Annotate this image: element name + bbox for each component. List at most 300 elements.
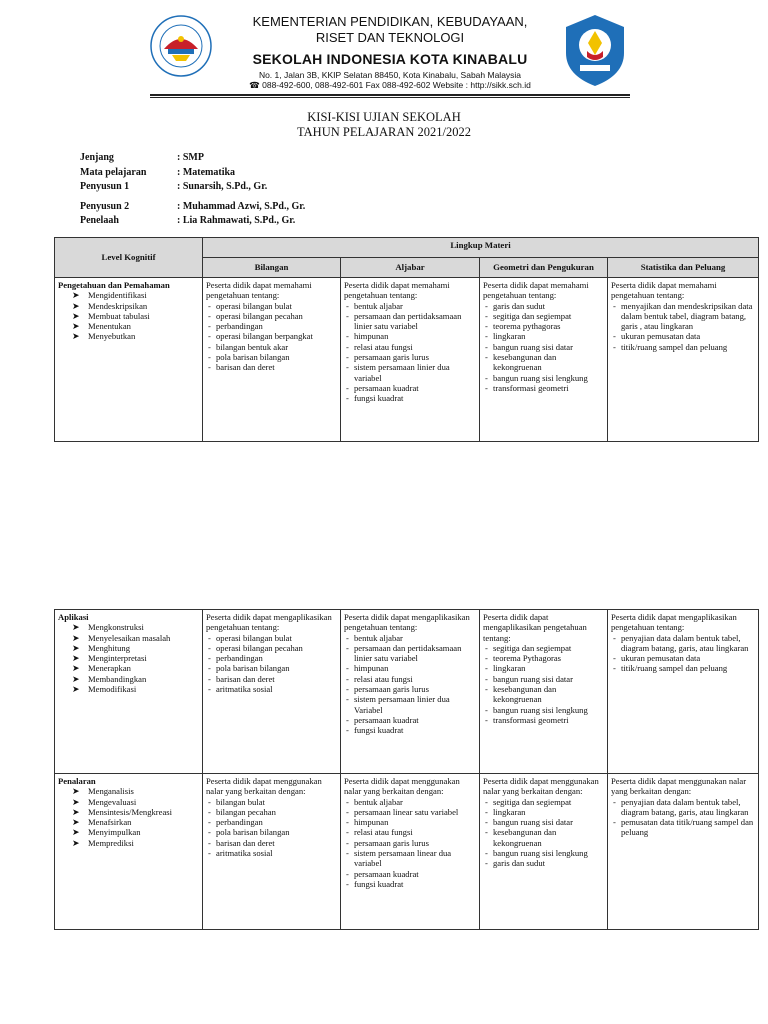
topic-text: persamaan dan pertidaksamaan linier satu variabel <box>354 642 462 664</box>
list-item <box>206 663 337 673</box>
topic-text: bilangan bentuk akar <box>216 341 289 352</box>
verb-text: Menyelesaikan masalah <box>88 632 171 643</box>
list-item <box>483 321 604 331</box>
topic-list <box>344 301 476 404</box>
topic-list <box>611 633 755 674</box>
header-col-aljabar: Aljabar <box>341 258 480 278</box>
list-item <box>344 663 476 673</box>
topic-text: kesebangunan dan kekongruenan <box>493 352 557 373</box>
verb-text: Menganalisis <box>88 786 134 797</box>
topic-list <box>206 797 337 859</box>
dash-bullet-icon: - <box>346 796 349 807</box>
dash-bullet-icon: - <box>346 300 349 311</box>
topic-list <box>611 301 755 352</box>
list-item <box>611 817 755 838</box>
dash-bullet-icon: - <box>346 632 349 643</box>
list-item <box>58 311 199 321</box>
verb-text: Mengkonstruksi <box>88 622 144 633</box>
header-col-statistika: Statistika dan Peluang <box>608 258 759 278</box>
list-item <box>344 807 476 817</box>
topic-text: relasi atau fungsi <box>354 341 413 352</box>
dash-bullet-icon: - <box>485 331 488 342</box>
list-item <box>483 331 604 341</box>
topic-list <box>483 797 604 869</box>
arrow-bullet-icon: ➤ <box>72 817 80 828</box>
topic-text: perbandingan <box>216 817 263 828</box>
list-item <box>344 694 476 715</box>
dash-bullet-icon: - <box>346 817 349 828</box>
dash-bullet-icon: - <box>346 663 349 674</box>
topic-text: pola barisan bilangan <box>216 663 290 674</box>
topic-text: sistem persamaan linear dua variabel <box>354 848 452 869</box>
list-item <box>483 352 604 373</box>
dash-bullet-icon: - <box>346 310 349 321</box>
topic-text: ukuran pemusatan data <box>621 331 701 342</box>
grid-table-page-1 <box>54 237 759 442</box>
arrow-bullet-icon: ➤ <box>72 837 80 848</box>
dash-bullet-icon: - <box>485 310 488 321</box>
verb-text: Menyimpulkan <box>88 827 141 838</box>
list-item <box>58 827 199 837</box>
topic-list <box>344 797 476 890</box>
topic-text: himpunan <box>354 331 389 342</box>
topic-list <box>206 301 337 373</box>
dash-bullet-icon: - <box>208 341 211 352</box>
dash-bullet-icon: - <box>346 341 349 352</box>
topic-text: teorema Pythagoras <box>493 653 562 664</box>
topic-text: relasi atau fungsi <box>354 827 413 838</box>
topic-text: bangun ruang sisi lengkung <box>493 848 588 859</box>
list-item <box>206 827 337 837</box>
arrow-bullet-icon: ➤ <box>72 673 80 684</box>
dash-bullet-icon: - <box>208 300 211 311</box>
list-item <box>344 311 476 332</box>
topic-text: kesebangunan dan kekongruenan <box>493 684 557 705</box>
list-item <box>611 633 755 654</box>
ministry-line-1: KEMENTERIAN PENDIDIKAN, KEBUDAYAAN, <box>252 14 528 29</box>
arrow-bullet-icon: ➤ <box>72 663 80 674</box>
content-cell <box>480 610 608 774</box>
list-item <box>483 807 604 817</box>
topic-text: persamaan garis lurus <box>354 352 429 363</box>
content-cell <box>341 610 480 774</box>
arrow-bullet-icon: ➤ <box>72 684 80 695</box>
list-item <box>206 643 337 653</box>
cell-intro: Peserta didik dapat memahami pengetahuan tentang: <box>206 280 312 301</box>
list-item <box>483 301 604 311</box>
topic-text: bangun ruang sisi datar <box>493 341 573 352</box>
table-row <box>55 610 759 774</box>
list-item <box>483 674 604 684</box>
dash-bullet-icon: - <box>208 673 211 684</box>
arrow-bullet-icon: ➤ <box>72 331 80 342</box>
level-title: Pengetahuan dan Pemahaman <box>58 280 170 290</box>
arrow-bullet-icon: ➤ <box>72 827 80 838</box>
cell-intro: Peserta didik dapat memahami pengetahuan tentang: <box>344 280 450 301</box>
cell-intro: Peserta didik dapat mengaplikasikan pengetahuan tentang: <box>344 612 470 633</box>
topic-text: sistem persamaan linier dua Variabel <box>354 694 450 715</box>
dash-bullet-icon: - <box>613 653 616 664</box>
list-item <box>58 817 199 827</box>
dash-bullet-icon: - <box>346 878 349 889</box>
list-item <box>483 342 604 352</box>
arrow-bullet-icon: ➤ <box>72 796 80 807</box>
topic-text: titik/ruang sampel dan peluang <box>621 341 728 352</box>
header-divider-thin <box>150 97 630 98</box>
arrow-bullet-icon: ➤ <box>72 290 80 301</box>
arrow-bullet-icon: ➤ <box>72 642 80 653</box>
list-item <box>483 848 604 858</box>
topic-text: segitiga dan segiempat <box>493 642 572 653</box>
topic-text: garis dan sudut <box>493 858 546 869</box>
list-item <box>206 674 337 684</box>
arrow-bullet-icon: ➤ <box>72 310 80 321</box>
list-item <box>483 663 604 673</box>
dash-bullet-icon: - <box>485 858 488 869</box>
arrow-bullet-icon: ➤ <box>72 786 80 797</box>
topic-text: operasi bilangan bulat <box>216 632 292 643</box>
topic-text: persamaan dan pertidaksamaan linier satu variabel <box>354 310 462 332</box>
verb-text: Memodifikasi <box>88 684 137 695</box>
verb-text: Membuat tabulasi <box>88 310 150 321</box>
dash-bullet-icon: - <box>346 331 349 342</box>
topic-text: segitiga dan segiempat <box>493 310 572 321</box>
arrow-bullet-icon: ➤ <box>72 300 80 311</box>
verb-text: Memprediksi <box>88 837 134 848</box>
list-item <box>58 290 199 300</box>
list-item <box>344 725 476 735</box>
dash-bullet-icon: - <box>208 796 211 807</box>
topic-text: pemusatan data titik/ruang sampel dan peluang <box>621 817 754 838</box>
dash-bullet-icon: - <box>208 321 211 332</box>
topic-text: perbandingan <box>216 653 263 664</box>
dash-bullet-icon: - <box>613 663 616 674</box>
list-item <box>344 362 476 383</box>
topic-text: kesebangunan dan kekongruenan <box>493 827 557 848</box>
topic-list <box>611 797 755 838</box>
dash-bullet-icon: - <box>485 300 488 311</box>
dash-bullet-icon: - <box>208 653 211 664</box>
list-item <box>206 362 337 372</box>
content-cell <box>480 278 608 442</box>
content-cell <box>203 610 341 774</box>
list-item <box>344 301 476 311</box>
header-divider-thick <box>150 94 630 96</box>
list-item <box>611 653 755 663</box>
cell-intro: Peserta didik dapat memahami pengetahuan tentang: <box>483 280 589 301</box>
verb-text: Mendeskripsikan <box>88 300 148 311</box>
list-item <box>344 674 476 684</box>
topic-text: bentuk aljabar <box>354 796 403 807</box>
dash-bullet-icon: - <box>346 362 349 373</box>
list-item <box>344 331 476 341</box>
school-logo <box>150 15 212 77</box>
topic-text: lingkaran <box>493 663 526 674</box>
topic-text: titik/ruang sampel dan peluang <box>621 663 728 674</box>
dash-bullet-icon: - <box>346 714 349 725</box>
level-title: Aplikasi <box>58 612 89 622</box>
verb-text: Menentukan <box>88 321 131 332</box>
list-item <box>344 643 476 664</box>
topic-text: penyajian data dalam bentuk tabel, diagram batang, garis, atau lingkaran <box>621 796 749 817</box>
dash-bullet-icon: - <box>346 725 349 736</box>
header-col-bilangan: Bilangan <box>203 258 341 278</box>
topic-text: pola barisan bilangan <box>216 827 290 838</box>
list-item <box>344 352 476 362</box>
verb-text: Membandingkan <box>88 673 147 684</box>
list-item <box>483 643 604 653</box>
school-contact: ☎ 088-492-600, 088-492-601 Fax 088-492-602 Website : http://sikk.sch.id <box>249 80 531 90</box>
school-name: SEKOLAH INDONESIA KOTA KINABALU <box>252 51 528 67</box>
list-item <box>206 352 337 362</box>
list-item <box>483 373 604 383</box>
ministry-line-2: RISET DAN TEKNOLOGI <box>315 30 465 45</box>
cell-intro: Peserta didik dapat menggunakan nalar yang berkaitan dengan: <box>483 776 599 797</box>
content-cell <box>341 278 480 442</box>
verb-list <box>58 290 199 341</box>
tut-wuri-handayani-logo <box>560 13 630 88</box>
arrow-bullet-icon: ➤ <box>72 806 80 817</box>
header-col-geometri: Geometri dan Pengukuran <box>480 258 608 278</box>
topic-text: persamaan garis lurus <box>354 837 429 848</box>
list-item <box>344 715 476 725</box>
table-row <box>55 774 759 930</box>
dash-bullet-icon: - <box>208 806 211 817</box>
topic-text: ukuran pemusatan data <box>621 653 701 664</box>
dash-bullet-icon: - <box>208 684 211 695</box>
topic-text: menyajikan dan mendeskripsikan data dalam bentuk tabel, diagram batang, garis , atau lingkaran <box>621 300 753 332</box>
dash-bullet-icon: - <box>485 673 488 684</box>
dash-bullet-icon: - <box>485 796 488 807</box>
dash-bullet-icon: - <box>208 331 211 342</box>
dash-bullet-icon: - <box>485 653 488 664</box>
dash-bullet-icon: - <box>208 827 211 838</box>
topic-text: penyajian data dalam bentuk tabel, diagram batang, garis, atau lingkaran <box>621 632 749 653</box>
grid-table-page-2 <box>54 609 759 930</box>
list-item <box>58 622 199 632</box>
dash-bullet-icon: - <box>485 382 488 393</box>
list-item <box>344 817 476 827</box>
list-item <box>206 321 337 331</box>
dash-bullet-icon: - <box>485 684 488 695</box>
dash-bullet-icon: - <box>613 632 616 643</box>
dash-bullet-icon: - <box>485 372 488 383</box>
verb-text: Menafsirkan <box>88 817 132 828</box>
topic-text: aritmatika sosial <box>216 684 273 695</box>
list-item <box>483 827 604 848</box>
header-scope: Lingkup Materi <box>203 238 759 258</box>
topic-text: persamaan linear satu variabel <box>354 806 459 817</box>
dash-bullet-icon: - <box>346 382 349 393</box>
list-item <box>611 663 755 673</box>
list-item <box>483 311 604 321</box>
content-cell <box>608 278 759 442</box>
dash-bullet-icon: - <box>208 310 211 321</box>
cell-intro: Peserta didik dapat mengaplikasikan pengetahuan tentang: <box>611 612 737 633</box>
cell-intro: Peserta didik dapat menggunakan nalar yang berkaitan dengan: <box>344 776 460 797</box>
list-item <box>344 879 476 889</box>
content-cell <box>203 278 341 442</box>
topic-text: garis dan sudut <box>493 300 546 311</box>
dash-bullet-icon: - <box>208 642 211 653</box>
list-item <box>611 797 755 818</box>
list-item <box>58 633 199 643</box>
topic-text: fungsi kuadrat <box>354 393 404 404</box>
dash-bullet-icon: - <box>208 352 211 363</box>
dash-bullet-icon: - <box>485 714 488 725</box>
topic-text: pola barisan bilangan <box>216 352 290 363</box>
level-cell <box>55 610 203 774</box>
topic-text: bentuk aljabar <box>354 632 403 643</box>
list-item <box>483 684 604 705</box>
dash-bullet-icon: - <box>485 321 488 332</box>
topic-text: operasi bilangan pecahan <box>216 642 303 653</box>
list-item <box>206 848 337 858</box>
topic-text: transformasi geometri <box>493 382 569 393</box>
topic-text: himpunan <box>354 663 389 674</box>
dash-bullet-icon: - <box>346 837 349 848</box>
arrow-bullet-icon: ➤ <box>72 632 80 643</box>
dash-bullet-icon: - <box>485 827 488 838</box>
dash-bullet-icon: - <box>346 352 349 363</box>
dash-bullet-icon: - <box>346 827 349 838</box>
dash-bullet-icon: - <box>485 848 488 859</box>
dash-bullet-icon: - <box>346 806 349 817</box>
dash-bullet-icon: - <box>346 694 349 705</box>
list-item <box>344 633 476 643</box>
list-item <box>344 684 476 694</box>
list-item <box>206 311 337 321</box>
cell-intro: Peserta didik dapat memahami pengetahuan tentang: <box>611 280 717 301</box>
dash-bullet-icon: - <box>208 848 211 859</box>
list-item <box>58 797 199 807</box>
dash-bullet-icon: - <box>346 393 349 404</box>
cell-intro: Peserta didik dapat menggunakan nalar yang berkaitan dengan: <box>611 776 747 797</box>
cell-intro: Peserta didik dapat menggunakan nalar yang berkaitan dengan: <box>206 776 322 797</box>
dash-bullet-icon: - <box>613 341 616 352</box>
topic-text: lingkaran <box>493 331 526 342</box>
topic-text: aritmatika sosial <box>216 848 273 859</box>
list-item <box>206 331 337 341</box>
dash-bullet-icon: - <box>485 817 488 828</box>
list-item <box>483 797 604 807</box>
list-item <box>58 807 199 817</box>
document-title: KISI-KISI UJIAN SEKOLAH <box>307 110 461 124</box>
list-item <box>58 786 199 796</box>
list-item <box>344 848 476 869</box>
list-item <box>483 858 604 868</box>
list-item <box>611 331 755 341</box>
verb-text: Menerapkan <box>88 663 131 674</box>
content-cell <box>341 774 480 930</box>
topic-text: bangun ruang sisi lengkung <box>493 704 588 715</box>
topic-list <box>483 643 604 725</box>
topic-text: bangun ruang sisi datar <box>493 673 573 684</box>
dash-bullet-icon: - <box>485 352 488 363</box>
list-item <box>483 715 604 725</box>
list-item <box>344 869 476 879</box>
verb-text: Mengevaluasi <box>88 796 137 807</box>
dash-bullet-icon: - <box>346 673 349 684</box>
dash-bullet-icon: - <box>208 837 211 848</box>
dash-bullet-icon: - <box>613 331 616 342</box>
topic-text: barisan dan deret <box>216 837 275 848</box>
dash-bullet-icon: - <box>208 663 211 674</box>
school-address: No. 1, Jalan 3B, KKIP Selatan 88450, Kota Kinabalu, Sabah Malaysia <box>258 70 522 80</box>
dash-bullet-icon: - <box>485 663 488 674</box>
topic-list <box>483 301 604 394</box>
list-item <box>483 705 604 715</box>
list-item <box>206 797 337 807</box>
dash-bullet-icon: - <box>346 684 349 695</box>
topic-text: barisan dan deret <box>216 673 275 684</box>
list-item <box>206 838 337 848</box>
arrow-bullet-icon: ➤ <box>72 321 80 332</box>
verb-text: Menginterpretasi <box>88 653 147 664</box>
list-item <box>206 301 337 311</box>
topic-text: operasi bilangan pecahan <box>216 310 303 321</box>
list-item <box>483 653 604 663</box>
list-item <box>611 342 755 352</box>
dash-bullet-icon: - <box>208 632 211 643</box>
dash-bullet-icon: - <box>346 868 349 879</box>
verb-text: Mengidentifikasi <box>88 290 147 301</box>
arrow-bullet-icon: ➤ <box>72 653 80 664</box>
list-item <box>206 817 337 827</box>
dash-bullet-icon: - <box>485 642 488 653</box>
dash-bullet-icon: - <box>346 848 349 859</box>
list-item <box>58 643 199 653</box>
content-cell <box>203 774 341 930</box>
document-subtitle: TAHUN PELAJARAN 2021/2022 <box>297 125 471 139</box>
topic-text: persamaan kuadrat <box>354 714 419 725</box>
arrow-bullet-icon: ➤ <box>72 622 80 633</box>
header-level: Level Kognitif <box>55 238 203 278</box>
verb-list <box>58 622 199 694</box>
topic-text: teorema pythagoras <box>493 321 561 332</box>
topic-text: segitiga dan segiempat <box>493 796 572 807</box>
dash-bullet-icon: - <box>485 806 488 817</box>
list-item <box>344 827 476 837</box>
topic-text: lingkaran <box>493 806 526 817</box>
table-row <box>55 278 759 442</box>
list-item <box>344 797 476 807</box>
list-item <box>344 342 476 352</box>
list-item <box>611 301 755 332</box>
topic-text: persamaan kuadrat <box>354 382 419 393</box>
list-item <box>58 653 199 663</box>
topic-list <box>344 633 476 736</box>
verb-text: Menyebutkan <box>88 331 136 342</box>
cell-intro: Peserta didik dapat mengaplikasikan pengetahuan tentang: <box>483 612 587 643</box>
list-item <box>483 817 604 827</box>
topic-text: fungsi kuadrat <box>354 878 404 889</box>
topic-text: relasi atau fungsi <box>354 673 413 684</box>
list-item <box>344 393 476 403</box>
topic-text: operasi bilangan berpangkat <box>216 331 313 342</box>
level-cell <box>55 774 203 930</box>
list-item <box>58 321 199 331</box>
topic-text: bangun ruang sisi datar <box>493 817 573 828</box>
list-item <box>206 342 337 352</box>
dash-bullet-icon: - <box>613 300 616 311</box>
list-item <box>344 838 476 848</box>
topic-text: perbandingan <box>216 321 263 332</box>
verb-text: Menghitung <box>88 642 131 653</box>
topic-text: himpunan <box>354 817 389 828</box>
verb-list <box>58 786 199 848</box>
dash-bullet-icon: - <box>613 796 616 807</box>
